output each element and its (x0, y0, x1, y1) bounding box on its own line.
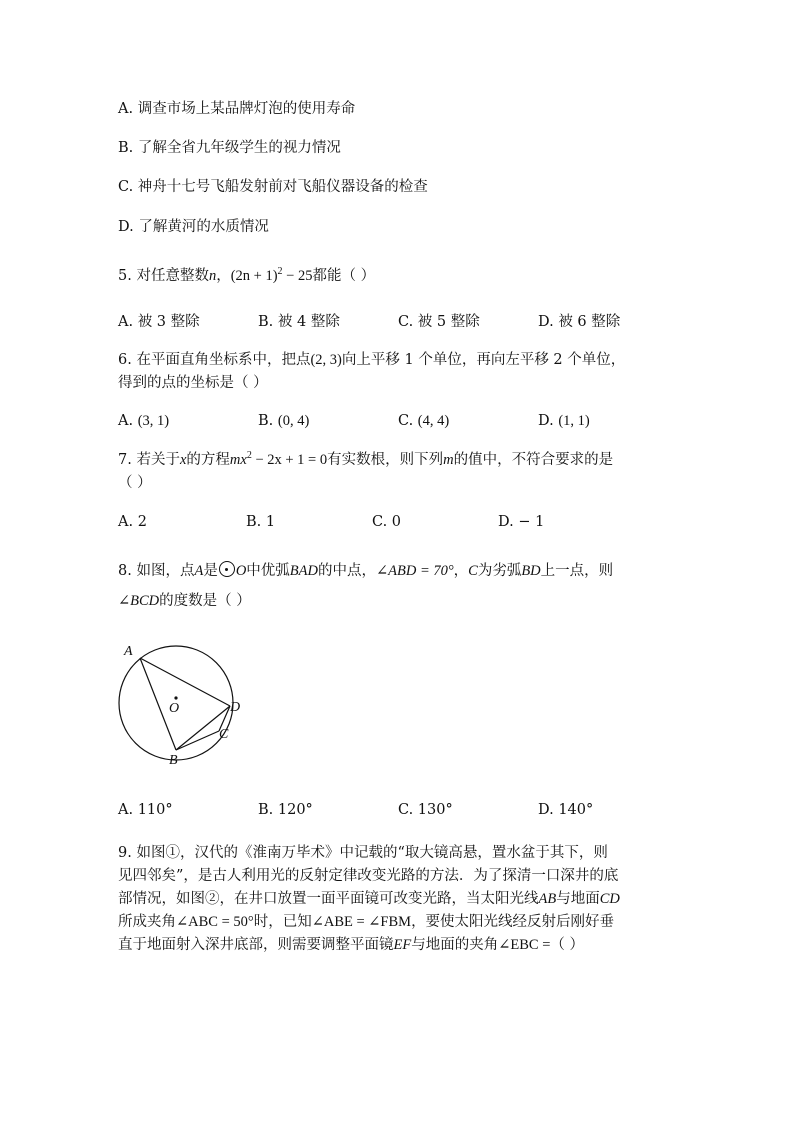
q9-line4-prefix: 所成夹角 (118, 914, 176, 930)
q9-line4-angle2: ∠ABE = ∠FBM (311, 914, 412, 930)
q8-line2-angle: ∠BCD (118, 593, 160, 609)
q6-option-b-label: B. (258, 413, 274, 429)
q6-option-b (258, 411, 309, 431)
q8-mid3: 的中点， (317, 563, 376, 579)
q8-angle-given: ∠ABD = 70° (375, 563, 454, 579)
q6-option-c-value: (4, 4) (417, 413, 450, 429)
q9-line4-angle1: ∠ABC = 50° (176, 914, 254, 930)
q7-eq-m: mx (229, 452, 247, 468)
q6-option-d (538, 411, 590, 431)
q4-option-d: D. 了解黄河的水质情况 (118, 219, 269, 235)
label-d: D (230, 700, 241, 715)
q7-stem-line2: （ ） (118, 475, 152, 491)
q7-prefix: 7. 若关于 (118, 452, 180, 468)
q6-stem-line1 (118, 350, 625, 370)
q8-arc-bd: BD (521, 563, 541, 579)
q4-option-a: A. 调查市场上某品牌灯泡的使用寿命 (118, 101, 356, 117)
q7-stem-line1 (118, 450, 613, 470)
q5-option-d: D. 被 6 整除 (538, 314, 621, 330)
q6-option-a (118, 411, 169, 431)
q9-line5 (118, 935, 584, 955)
q5-stem (118, 266, 375, 286)
q6-option-c (398, 411, 449, 431)
q9-line1: 9. 如图①，汉代的《淮南万毕术》中记载的“取大镜高悬，置水盆于其下，则 (118, 845, 608, 861)
q5-var-n: n (208, 268, 217, 284)
q7-option-d: D. − 1 (498, 514, 545, 530)
q5-expr-exp: 2 (277, 266, 283, 277)
q6-option-c-label: C. (398, 413, 414, 429)
q8-line2-suffix: 的度数是（ ） (159, 593, 251, 609)
q8-option-b: B. 120° (258, 802, 313, 818)
q8-mid2: 中优弧 (246, 563, 290, 579)
q9-line4-mid: 时，已知 (253, 914, 312, 930)
q8-option-a: A. 110° (118, 802, 173, 818)
q7-suffix: 的值中，不符合要求的是 (453, 452, 614, 468)
q6-point: (2, 3) (310, 352, 342, 368)
q4-option-b: B. 了解全省九年级学生的视力情况 (118, 140, 341, 156)
q6-suffix: 向上平移 1 个单位，再向左平移 2 个单位， (341, 352, 626, 368)
center-o-dot (174, 696, 177, 699)
q9-line3-mid: 与地面 (556, 891, 600, 907)
label-c: C (219, 727, 229, 742)
q8-option-c: C. 130° (398, 802, 453, 818)
q9-line5-prefix: 直于地面射入深井底部，则需要调整平面镜 (118, 937, 394, 953)
q5-option-a: A. 被 3 整除 (118, 314, 200, 330)
q7-option-b: B. 1 (246, 514, 276, 530)
label-o: O (169, 701, 180, 716)
q9-line5-angle: ∠EBC = (498, 937, 551, 953)
q8-circle-o: O (235, 563, 247, 579)
q9-line3-cd: CD (599, 891, 620, 907)
q7-option-a: A. 2 (118, 514, 147, 530)
q5-option-b: B. 被 4 整除 (258, 314, 340, 330)
chord-ad (140, 658, 230, 706)
label-b: B (169, 753, 178, 768)
q6-option-a-value: (3, 1) (137, 413, 170, 429)
q6-option-d-label: D. (538, 413, 554, 429)
q9-line5-ef: EF (393, 937, 412, 953)
q8-stem-line2 (118, 591, 251, 611)
q6-option-b-value: (0, 4) (277, 413, 310, 429)
q7-option-c: C. 0 (372, 514, 402, 530)
q8-stem-line1 (118, 561, 613, 581)
q7-var-m: m (443, 452, 454, 468)
q8-prefix: 8. 如图，点 (118, 563, 195, 579)
q8-arc-bad: BAD (289, 563, 318, 579)
q8-circle-figure (112, 640, 262, 768)
q8-option-d: D. 140° (538, 802, 594, 818)
q9-line5-mid: 与地面的夹角 (411, 937, 499, 953)
q7-var-x: x (179, 452, 187, 468)
q9-line2: 见四邻矣”，是古人利用光的反射定律改变光路的方法．为了探清一口深井的底 (118, 868, 619, 884)
q9-line3 (118, 889, 620, 909)
q7-eq-exp: 2 (246, 450, 252, 461)
q8-var-a: A (194, 563, 204, 579)
q8-mid5: 为劣弧 (477, 563, 522, 579)
q4-option-c: C. 神舟十七号飞船发射前对飞船仪器设备的检查 (118, 179, 428, 195)
q9-line3-prefix: 部情况，如图②，在井口放置一面平面镜可改变光路，当太阳光线 (118, 891, 539, 907)
q7-mid2: 有实数根，则下列 (327, 452, 444, 468)
q9-line3-ab: AB (538, 891, 557, 907)
q9-line5-suffix: （ ） (550, 937, 584, 953)
q5-prefix: 5. 对任意整数 (118, 268, 209, 284)
q5-expr-rest: − 25 (282, 268, 313, 284)
q6-option-a-label: A. (118, 413, 134, 429)
q8-suffix: 上一点，则 (540, 563, 614, 579)
q9-line4 (118, 912, 614, 932)
q9-line4-suffix: ，要使太阳光线经反射后刚好垂 (411, 914, 615, 930)
q8-mid1: 是 (203, 563, 218, 579)
q5-expr-base: (2n + 1) (230, 268, 278, 284)
q7-mid1: 的方程 (186, 452, 230, 468)
q6-stem-line2: 得到的点的坐标是（ ） (118, 375, 268, 391)
q8-var-c: C (468, 563, 478, 579)
q5-option-c: C. 被 5 整除 (398, 314, 480, 330)
label-a: A (124, 644, 133, 659)
q7-eq-rest: − 2x + 1 = 0 (251, 452, 328, 468)
q5-comma: ， (216, 268, 231, 284)
q6-prefix: 6. 在平面直角坐标系中，把点 (118, 352, 311, 368)
q6-option-d-value: (1, 1) (558, 413, 590, 429)
q5-suffix: 都能（ ） (312, 268, 376, 284)
circle-o-symbol-icon (219, 561, 235, 577)
q8-mid4: ， (453, 563, 469, 579)
